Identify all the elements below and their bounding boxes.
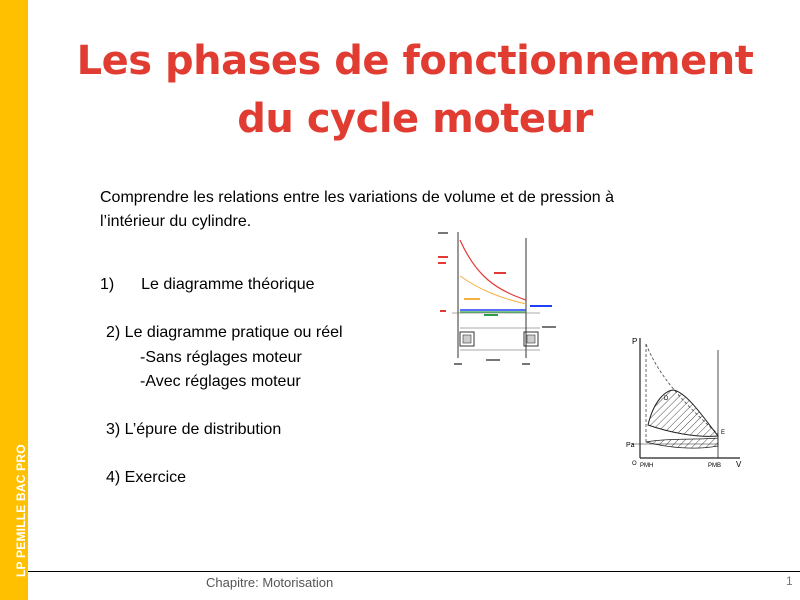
- diagram-label-mark: [530, 305, 552, 307]
- theoretical-diagram: [436, 228, 560, 372]
- pv-diagram: [618, 330, 750, 470]
- pv-label-d: D: [664, 396, 669, 402]
- pv-label-e: E: [721, 430, 726, 436]
- diagram-piston-left: [463, 335, 471, 343]
- diagram-compression-curve: [460, 240, 526, 300]
- diagram-label-mark: [542, 326, 556, 328]
- diagram-label-mark: [454, 363, 462, 365]
- slide-title: [40, 32, 790, 148]
- intro-text: [100, 186, 700, 234]
- pv-label-pmh: PMH: [640, 463, 654, 469]
- pv-label-p: P: [632, 337, 638, 346]
- diagram-label-mark: [440, 310, 446, 312]
- diagram-label-mark: [486, 359, 500, 361]
- pv-label-v: V: [736, 460, 742, 469]
- diagram-label-mark: [438, 256, 448, 258]
- list-item-2-sub-1: -Sans réglages moteur: [140, 349, 302, 366]
- diagram-label-mark: [522, 363, 530, 365]
- list-item-1: [100, 274, 315, 296]
- list-item-2: 2) Le diagramme pratique ou réel: [106, 324, 343, 341]
- list-item-2-sub-2: -Avec réglages moteur: [140, 373, 301, 390]
- sidebar-text: LP PEMILLE BAC PRO: [14, 444, 28, 577]
- pv-work-loop: [648, 390, 718, 436]
- diagram-label-mark: [438, 232, 448, 234]
- intro-line-1: Comprendre les relations entre les variations de volume et de pression à: [100, 189, 615, 206]
- diagram-piston-right: [527, 335, 535, 343]
- page-number: 1: [786, 574, 793, 588]
- footer-chapter: Chapitre: Motorisation: [206, 575, 334, 590]
- pv-label-o: O: [632, 461, 637, 467]
- intro-line-2: l’intérieur du cylindre.: [100, 213, 252, 230]
- diagram-label-mark: [494, 272, 506, 274]
- title-line-1: Les phases de fonctionnement: [76, 38, 754, 84]
- list-item-1-number: 1): [100, 276, 115, 293]
- title-line-2: du cycle moteur: [237, 96, 593, 142]
- diagram-label-mark: [438, 262, 446, 264]
- pv-label-pa: Pa: [626, 442, 635, 449]
- diagram-label-mark: [484, 314, 498, 316]
- pv-label-pmb: PMB: [708, 463, 722, 469]
- list-item-1-text: Le diagramme théorique: [141, 276, 315, 293]
- footer-divider: [28, 571, 800, 572]
- pv-pumping-loop: [646, 438, 718, 448]
- list-item-3: 3) L’épure de distribution: [106, 421, 282, 438]
- diagram-label-mark: [464, 298, 480, 300]
- list-item-4: 4) Exercice: [106, 469, 187, 486]
